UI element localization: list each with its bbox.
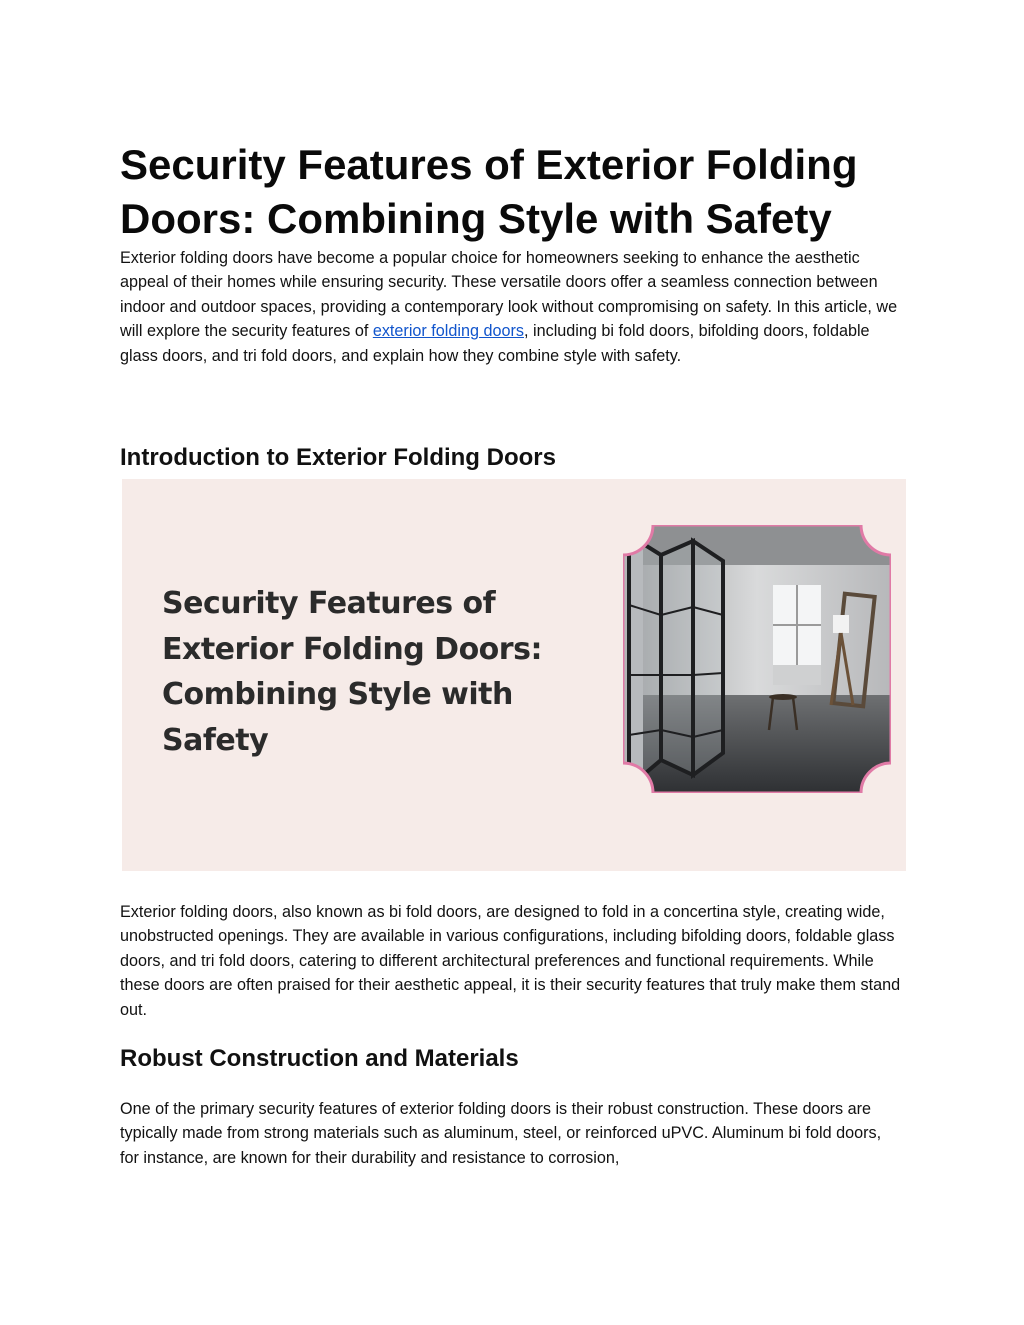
- section-heading-robust-construction: Robust Construction and Materials: [120, 1045, 519, 1072]
- intro-paragraph: [120, 246, 902, 368]
- introduction-body-paragraph: Exterior folding doors, also known as bi fold doors, are designed to fold in a concertina style, creating wide, unobstructed openings. They are available in various configurations, including bifolding doors, foldable glass doors, and tri fold doors, catering to different architectural preferences and functional requirements. While these doors are often praised for their aesthetic appeal, it is their security features that truly make them stand out.: [120, 903, 901, 1019]
- folding-glass-door-room-photo: [623, 525, 891, 793]
- intro-text-before-link: Exterior folding doors have become a popular choice for homeowners seeking to enhance the aesthetic appeal of their homes while ensuring security. These versatile doors offer a seamless connection between indoor and outdoor spaces, providing a contemporary look without compromising on safety. In this article, we will explore the security features of: [120, 249, 898, 341]
- article-banner-image: [122, 479, 906, 871]
- exterior-folding-doors-link[interactable]: exterior folding doors: [372, 322, 524, 341]
- document-title: Security Features of Exterior Folding Doors: Combining Style with Safety: [120, 141, 858, 242]
- banner-title: Security Features of Exterior Folding Doors: Combining Style with Safety: [162, 586, 542, 758]
- robust-construction-paragraph: One of the primary security features of exterior folding doors is their robust construction. These doors are typically made from strong materials such as aluminum, steel, or reinforced uPVC. Aluminum bi fold doors, for instance, are known for their durability and resistance to corrosion,: [120, 1100, 882, 1167]
- section-heading-introduction: Introduction to Exterior Folding Doors: [120, 444, 556, 471]
- intro-text-after-link: , including bi fold doors, bifolding doors, foldable glass doors, and tri fold doors, and explain how they combine style with safety.: [120, 322, 870, 365]
